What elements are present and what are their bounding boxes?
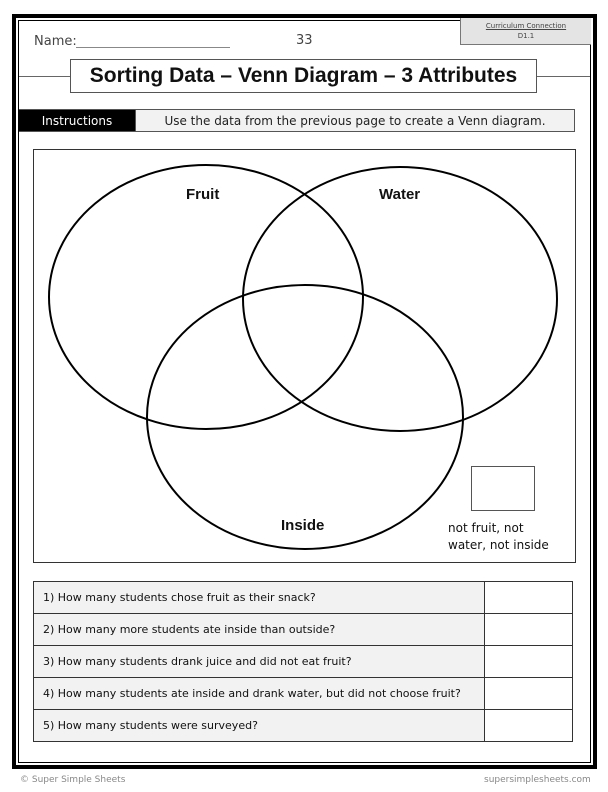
page-title: Sorting Data – Venn Diagram – 3 Attributes <box>70 59 537 93</box>
question-row <box>34 678 573 710</box>
answer-cell[interactable] <box>485 614 573 646</box>
name-label: Name: <box>34 34 77 49</box>
name-field[interactable] <box>76 47 230 48</box>
question-text: 1) How many students chose fruit as their snack? <box>34 582 485 614</box>
outside-label-line2: water, not inside <box>448 538 549 552</box>
question-text: 2) How many more students ate inside than outside? <box>34 614 485 646</box>
outside-count-box[interactable] <box>471 466 535 511</box>
curriculum-code: D1.1 <box>517 32 535 40</box>
question-text: 5) How many students were surveyed? <box>34 710 485 742</box>
outside-label <box>448 520 549 554</box>
footer-copyright: © Super Simple Sheets <box>20 775 126 785</box>
curriculum-connection-badge <box>460 18 591 45</box>
question-row <box>34 710 573 742</box>
question-text: 4) How many students ate inside and drank water, but did not choose fruit? <box>34 678 485 710</box>
question-row <box>34 582 573 614</box>
answer-cell[interactable] <box>485 646 573 678</box>
answer-cell[interactable] <box>485 710 573 742</box>
answer-cell[interactable] <box>485 582 573 614</box>
venn-label-water: Water <box>379 186 421 203</box>
instructions-bar <box>19 109 575 132</box>
footer-website-link[interactable]: supersimplesheets.com <box>484 775 591 785</box>
venn-label-fruit: Fruit <box>186 186 220 203</box>
answer-cell[interactable] <box>485 678 573 710</box>
curriculum-connection-title: Curriculum Connection <box>485 22 567 30</box>
page-number: 33 <box>296 33 313 48</box>
question-row <box>34 614 573 646</box>
outside-label-line1: not fruit, not <box>448 521 524 535</box>
instructions-text: Use the data from the previous page to create a Venn diagram. <box>136 110 574 131</box>
venn-label-inside: Inside <box>281 517 325 534</box>
questions-table <box>33 581 573 742</box>
question-row <box>34 646 573 678</box>
question-text: 3) How many students drank juice and did not eat fruit? <box>34 646 485 678</box>
instructions-label: Instructions <box>19 110 136 131</box>
